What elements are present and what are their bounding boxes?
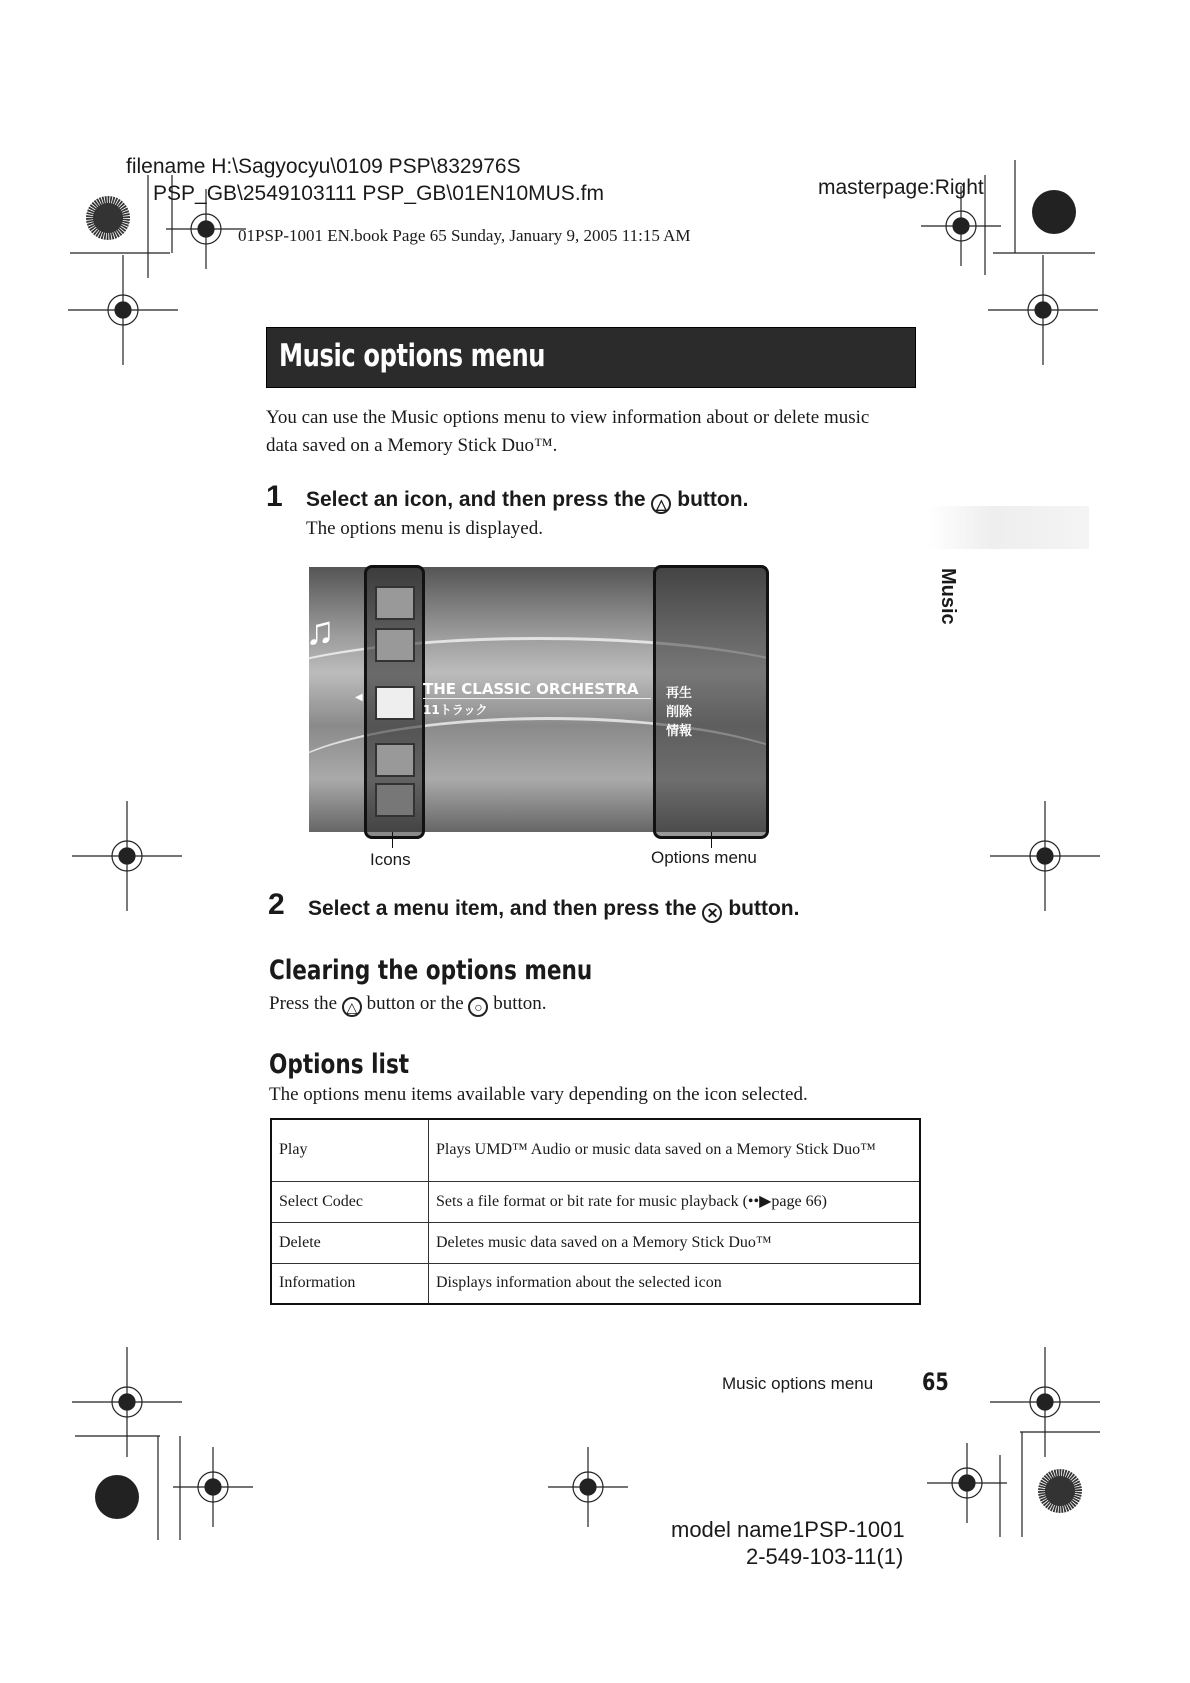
options-list-desc: The options menu items available vary depending on the icon selected.	[269, 1084, 808, 1105]
album-icon	[375, 628, 415, 662]
callout-line	[392, 832, 393, 848]
crosshair-mark	[1035, 302, 1051, 318]
step1-text-after: button.	[677, 488, 749, 511]
step2-instruction	[308, 897, 799, 923]
option-name: Play	[271, 1119, 429, 1181]
step1-text: Select an icon, and then press the	[306, 488, 646, 511]
callout-line	[711, 832, 712, 848]
crosshair-mark	[119, 1394, 135, 1410]
crosshair-mark	[1037, 1394, 1053, 1410]
menu-item-delete[interactable]: 削除	[666, 705, 693, 720]
model-name: model name1PSP-1001	[671, 1517, 905, 1542]
label-options-menu: Options menu	[651, 848, 757, 867]
option-desc: Plays UMD™ Audio or music data saved on a Memory Stick Duo™	[429, 1119, 921, 1181]
crosshair-mark	[198, 221, 214, 237]
book-line: 01PSP-1001 EN.book Page 65 Sunday, January 9, 2005 11:15 AM	[238, 226, 691, 245]
footer-section: Music options menu	[722, 1374, 874, 1393]
music-note-icon: ♫	[305, 608, 335, 653]
clearing-text-3: button.	[493, 993, 547, 1014]
masterpage-label: masterpage:Right	[818, 176, 984, 199]
option-desc: Sets a file format or bit rate for music playback (••▶page 66)	[429, 1181, 921, 1222]
option-desc: Deletes music data saved on a Memory Stick Duo™	[429, 1222, 921, 1263]
filename-line2: PSP_GB\2549103111 PSP_GB\01EN10MUS.fm	[153, 182, 604, 205]
intro-line1: You can use the Music options menu to view information about or delete music	[266, 407, 870, 428]
filename-line1: filename H:\Sagyocyu\0109 PSP\832976S	[126, 155, 521, 178]
side-tab-label: Music	[937, 568, 959, 625]
album-icon	[375, 743, 415, 777]
step2-text: Select a menu item, and then press the	[308, 897, 697, 920]
step1-instruction	[306, 488, 748, 514]
crosshair-mark	[119, 848, 135, 864]
side-tab-shade	[928, 506, 1089, 549]
model-code: 2-549-103-11(1)	[746, 1544, 904, 1569]
triangle-button-icon: △	[651, 494, 671, 514]
option-name: Information	[271, 1263, 429, 1304]
clearing-text	[269, 993, 547, 1017]
step2-text-after: button.	[728, 897, 800, 920]
section-title-bar	[266, 327, 916, 388]
label-icons: Icons	[370, 850, 411, 869]
table-row	[271, 1119, 920, 1181]
section-title: Music options menu	[279, 338, 546, 374]
crosshair-mark	[1037, 848, 1053, 864]
step1-number: 1	[266, 480, 283, 513]
page-number: 65	[922, 1368, 949, 1396]
clearing-text-2: button or the	[366, 993, 464, 1014]
menu-item-info[interactable]: 情報	[666, 724, 693, 739]
table-row	[271, 1181, 920, 1222]
album-title: THE CLASSIC ORCHESTRA	[423, 680, 651, 699]
options-table	[270, 1118, 921, 1305]
options-list-heading: Options list	[269, 1049, 410, 1080]
clearing-text-1: Press the	[269, 993, 338, 1014]
intro-line2: data saved on a Memory Stick Duo™.	[266, 435, 558, 456]
crosshair-mark	[115, 302, 131, 318]
option-name: Delete	[271, 1222, 429, 1263]
arrow-left-icon: ◀	[355, 692, 363, 703]
triangle-button-icon: △	[342, 997, 362, 1017]
album-icon	[375, 586, 415, 620]
table-row	[271, 1263, 920, 1304]
psp-screenshot	[305, 567, 767, 832]
option-name: Select Codec	[271, 1181, 429, 1222]
selected-album-icon	[375, 686, 415, 720]
crosshair-mark	[205, 1479, 221, 1495]
icons-column	[364, 565, 425, 839]
options-menu-panel	[653, 565, 769, 839]
clearing-heading: Clearing the options menu	[269, 955, 593, 986]
step1-sub: The options menu is displayed.	[306, 518, 543, 539]
table-row	[271, 1222, 920, 1263]
option-desc: Displays information about the selected icon	[429, 1263, 921, 1304]
menu-item-play[interactable]: 再生	[666, 686, 693, 701]
track-count: 11トラック	[423, 703, 488, 717]
circle-button-icon: ○	[468, 997, 488, 1017]
cross-button-icon: ✕	[702, 903, 722, 923]
step2-number: 2	[268, 888, 285, 921]
crosshair-mark	[953, 218, 969, 234]
video-icon	[375, 783, 415, 817]
crosshair-mark	[959, 1475, 975, 1491]
crosshair-mark	[580, 1479, 596, 1495]
